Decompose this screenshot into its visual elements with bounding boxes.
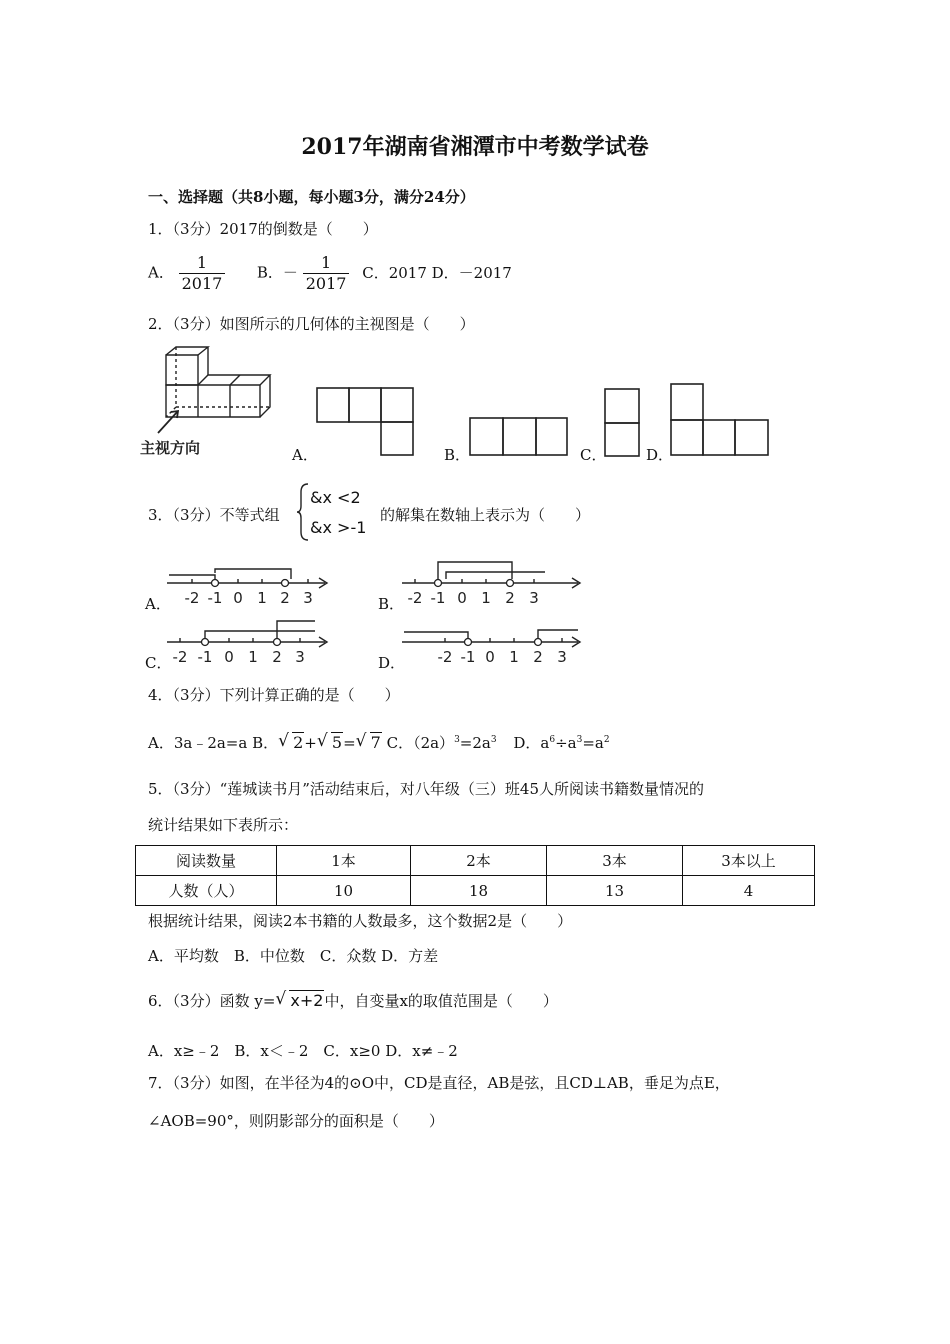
q5-options: A．平均数 B．中位数 C．众数 D．方差 <box>148 947 439 965</box>
q4-root-5: √ 5 <box>316 731 343 752</box>
svg-text:2: 2 <box>533 648 543 666</box>
table-header-cell: 2本 <box>411 846 547 876</box>
table-cell: 18 <box>411 876 547 906</box>
svg-text:1: 1 <box>509 648 519 666</box>
q1-b-label: B．－ <box>256 263 298 282</box>
svg-text:3: 3 <box>529 589 539 607</box>
q5-stem-line2: 统计结果如下表所示： <box>148 816 299 834</box>
svg-text:3: 3 <box>295 648 305 666</box>
table-cell: 13 <box>547 876 683 906</box>
table-row <box>136 876 815 906</box>
q2-stem: 2．（3分）如图所示的几何体的主视图是（ ） <box>148 315 475 333</box>
q6-options: A．x≥﹣2 B．x＜﹣2 C．x≥0 D．x≠﹣2 <box>148 1042 458 1060</box>
q2-option-c-figure <box>604 388 640 458</box>
q3-a-label: A． <box>145 595 171 613</box>
q5-after-text: 根据统计结果，阅读2本书籍的人数最多，这个数据2是（ ） <box>148 912 573 930</box>
table-header-row <box>136 846 815 876</box>
svg-text:1: 1 <box>481 589 491 607</box>
table-header-cell: 3本 <box>547 846 683 876</box>
q3-ineq-1: &x <2 <box>310 488 361 507</box>
svg-text:-1: -1 <box>430 589 446 607</box>
q3-option-b-numberline <box>400 558 590 608</box>
q2-c-label: C． <box>580 446 607 464</box>
q7-line2: ∠AOB=90°，则阴影部分的面积是（ ） <box>148 1112 444 1130</box>
svg-text:2: 2 <box>272 648 282 666</box>
svg-text:-1: -1 <box>460 648 476 666</box>
svg-text:3: 3 <box>303 589 313 607</box>
q4-root-2: √ 2 <box>278 731 304 752</box>
table-header-cell: 1本 <box>277 846 411 876</box>
page-title: 2017年湖南省湘潭市中考数学试卷 <box>301 134 649 160</box>
q1-options <box>148 253 512 294</box>
table-header-cell: 阅读数量 <box>136 846 277 876</box>
q3-d-label: D． <box>378 654 406 672</box>
svg-text:-2: -2 <box>172 648 188 666</box>
q2-d-label: D． <box>646 446 674 464</box>
q6-stem: 6．（3分）函数 y= √ x+2中，自变量x的取值范围是（ ） <box>148 989 558 1010</box>
svg-text:3: 3 <box>557 648 567 666</box>
q3-stem-post: 的解集在数轴上表示为（ ） <box>380 506 591 524</box>
svg-text:0: 0 <box>233 589 243 607</box>
q3-option-d-numberline <box>400 620 590 668</box>
svg-text:0: 0 <box>457 589 467 607</box>
q3-ineq-2: &x >-1 <box>310 518 367 537</box>
svg-text:2: 2 <box>280 589 290 607</box>
q7-line1: 7．（3分）如图，在半径为4的⊙O中，CD是直径，AB是弦，且CD⊥AB，垂足为点E， <box>148 1074 730 1092</box>
q2-option-b-figure <box>469 417 569 457</box>
q3-c-label: C． <box>145 654 172 672</box>
q2-option-d-figure <box>670 383 770 457</box>
svg-text:-1: -1 <box>197 648 213 666</box>
table-cell: 4 <box>683 876 815 906</box>
q5-stem-line1: 5．（3分）“莲城读书月”活动结束后，对八年级（三）班45人所阅读书籍数量情况的 <box>148 780 705 798</box>
q1-a-fraction: $\frac{1}{2017}$ <box>179 253 226 294</box>
svg-text:2: 2 <box>505 589 515 607</box>
q1-b-fraction: $\frac{1}{2017}$ <box>303 253 350 294</box>
svg-text:0: 0 <box>485 648 495 666</box>
table-cell: 人数（人） <box>136 876 277 906</box>
q3-b-label: B． <box>378 595 405 613</box>
svg-text:1: 1 <box>257 589 267 607</box>
q1-stem: 1．（3分）2017的倒数是（ ） <box>148 220 378 238</box>
section-heading: 一、选择题（共8小题，每小题3分，满分24分） <box>148 188 475 206</box>
q3-option-c-numberline <box>165 617 335 667</box>
q2-solid-figure <box>138 345 273 460</box>
svg-text:-2: -2 <box>184 589 200 607</box>
q3-stem: 3．（3分）不等式组 <box>148 506 280 524</box>
q2-b-label: B． <box>444 446 471 464</box>
svg-text:-2: -2 <box>407 589 423 607</box>
q3-brace <box>296 482 310 542</box>
q5-stat-table <box>135 845 815 906</box>
svg-text:-1: -1 <box>207 589 223 607</box>
q3-option-a-numberline <box>165 565 335 610</box>
svg-text:-2: -2 <box>437 648 453 666</box>
q1-a-label: A． <box>148 263 174 282</box>
table-header-cell: 3本以上 <box>683 846 815 876</box>
table-cell: 10 <box>277 876 411 906</box>
q2-option-a-figure <box>316 387 414 457</box>
q2-caption: 主视方向 <box>140 439 201 457</box>
svg-text:0: 0 <box>224 648 234 666</box>
q1-cd-options: C．2017 D．－2017 <box>362 263 512 282</box>
q2-a-label: A． <box>292 446 318 464</box>
svg-text:1: 1 <box>248 648 258 666</box>
q4-options: A．3a﹣2a=a B． √ 2+ √ 5= √ 7 C．$(2a)^3=2a^3$ D．$a^6\div a^3=a^2$ <box>148 731 610 752</box>
q4-stem: 4．（3分）下列计算正确的是（ ） <box>148 686 400 704</box>
q4-root-7: √ 7 <box>355 731 381 752</box>
q6-root: √ x+2 <box>275 989 324 1010</box>
